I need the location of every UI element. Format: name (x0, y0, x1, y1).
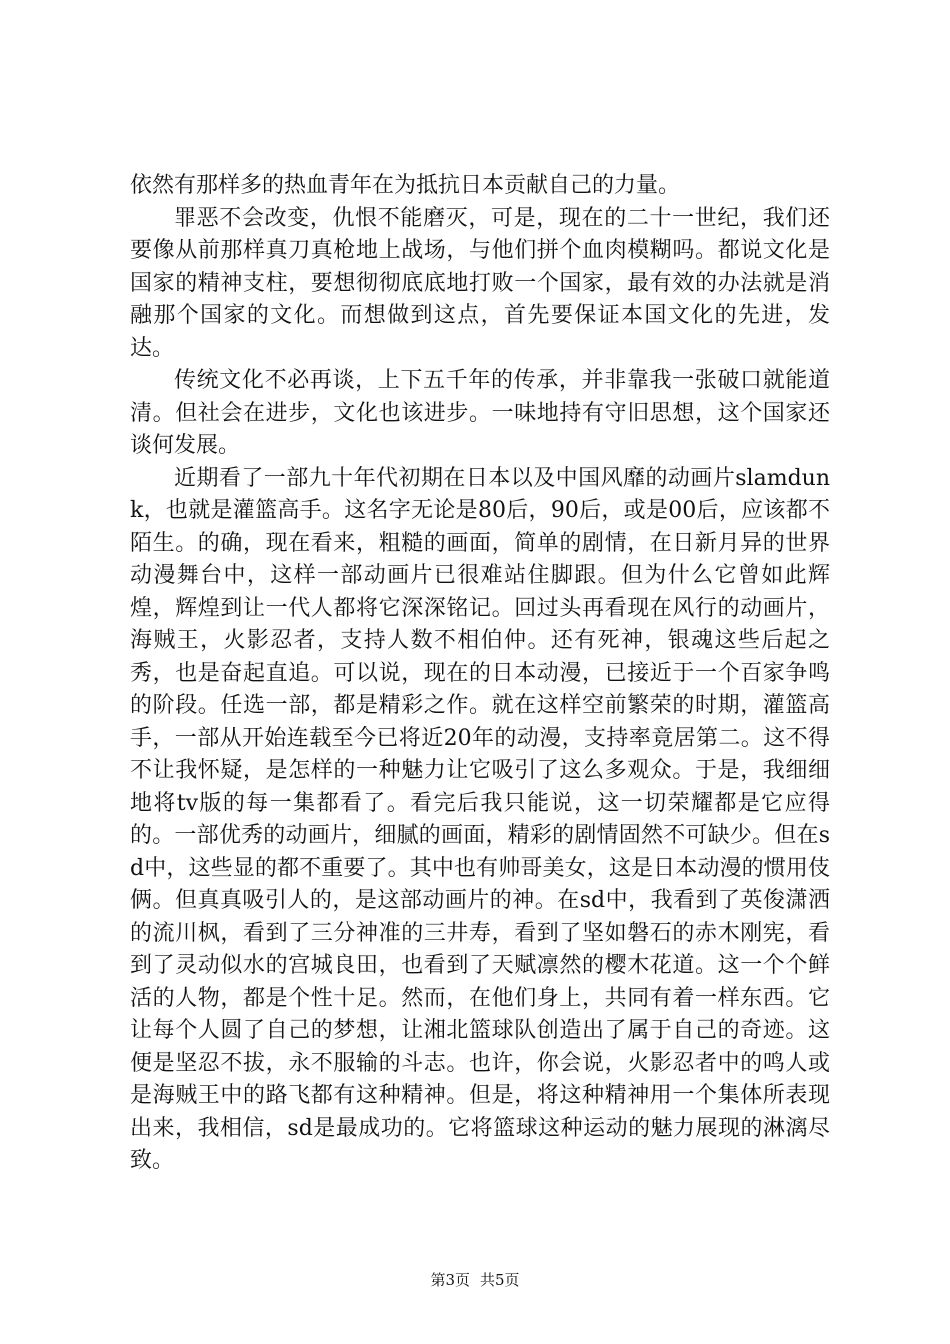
paragraph: 罪恶不会改变，仇恨不能磨灭，可是，现在的二十一世纪，我们还要像从前那样真刀真枪地上战场，与他们拼个血肉模糊吗。都说文化是国家的精神支柱，要想彻彻底底地打败一个国家，最有效的办法就是消融那个国家的文化。而想做到这点，首先要保证本国文化的先进，发达。 (130, 205, 830, 361)
page-total: 共5页 (480, 1271, 520, 1289)
paragraph: 传统文化不必再谈，上下五千年的传承，并非靠我一张破口就能道清。但社会在进步，文化也该进步。一味地持有守旧思想，这个国家还谈何发展。 (130, 368, 830, 458)
page-footer (0, 1270, 950, 1290)
page-number: 第3页 (430, 1271, 470, 1289)
paragraph-continuation: 依然有那样多的热血青年在为抵抗日本贡献自己的力量。 (130, 173, 681, 198)
paragraph: 近期看了一部九十年代初期在日本以及中国风靡的动画片slamdunk，也就是灌篮高手。这名字无论是80后，90后，或是00后，应该都不陌生。的确，现在看来，粗糙的画面，简单的剧情，在日新月异的世界动漫舞台中，这样一部动画片已很难站住脚跟。但为什么它曾如此辉煌，辉煌到让一代人都将它深深铭记。回过头再看现在风行的动画片，海贼王，火影忍者，支持人数不相伯仲。还有死神，银魂这些后起之秀，也是奋起直追。可以说，现在的日本动漫，已接近于一个百家争鸣的阶段。任选一部，都是精彩之作。就在这样空前繁荣的时期，灌篮高手，一部从开始连载至今已将近20年的动漫，支持率竟居第二。这不得不让我怀疑，是怎样的一种魅力让它吸引了这么多观众。于是，我细细地将tv版的每一集都看了。看完后我只能说，这一切荣耀都是它应得的。一部优秀的动画片，细腻的画面，精彩的剧情固然不可缺少。但在sd中，这些显的都不重要了。其中也有帅哥美女，这是日本动漫的惯用伎俩。但真真吸引人的，是这部动画片的神。在sd中，我看到了英俊潇洒的流川枫，看到了三分神准的三井寿，看到了坚如磐石的赤木刚宪，看到了灵动似水的宫城良田，也看到了天赋凛然的樱木花道。这一个个鲜活的人物，都是个性十足。然而，在他们身上，共同有着一样东西。它让每个人圆了自己的梦想，让湘北篮球队创造出了属于自己的奇迹。这便是坚忍不拔，永不服输的斗志。也许，你会说，火影忍者中的鸣人或是海贼王中的路飞都有这种精神。但是，将这种精神用一个集体所表现出来，我相信，sd是最成功的。它将篮球这种运动的魅力展现的淋漓尽致。 (130, 465, 830, 1173)
document-body (130, 170, 830, 1178)
